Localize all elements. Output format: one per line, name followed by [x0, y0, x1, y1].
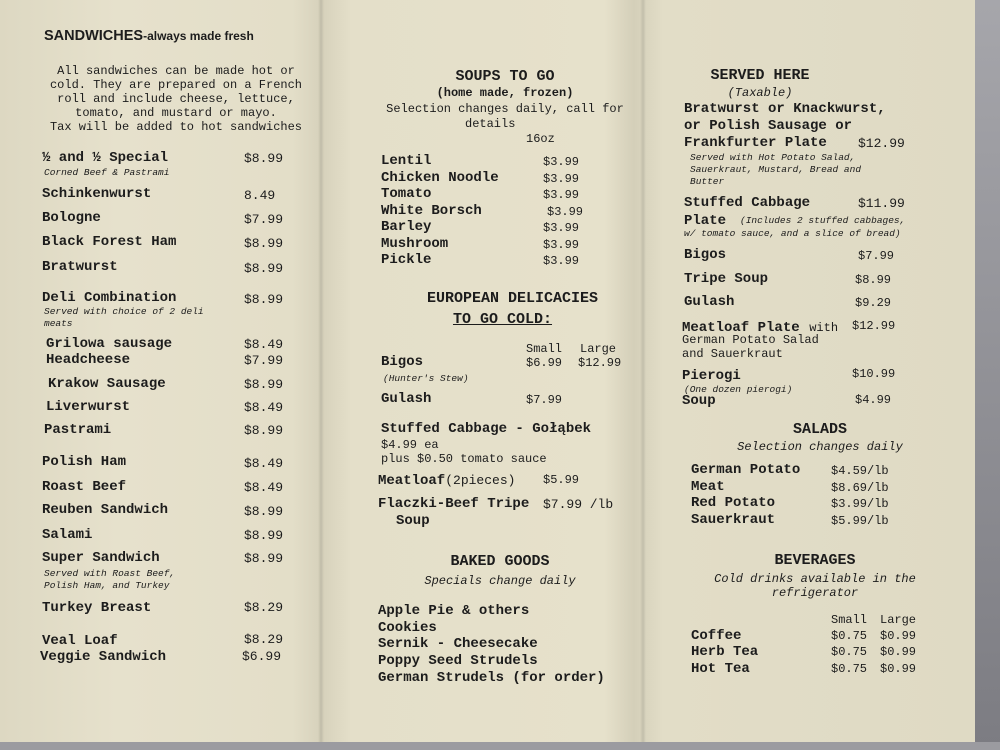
served-item-name: Frankfurter Plate: [684, 135, 827, 151]
served-item-note: (One dozen pierogi): [684, 384, 793, 395]
soup-price: $3.99: [543, 172, 580, 186]
sandwiches-desc-line: cold. They are prepared on a French: [49, 78, 303, 92]
sandwich-name: Veal Loaf: [42, 633, 118, 649]
background-edge: [975, 0, 1000, 750]
served-item-detail: German Potato Salad: [682, 333, 819, 347]
sandwich-name: Pastrami: [44, 422, 112, 438]
salad-price: $5.99/lb: [831, 514, 889, 528]
sandwich-name: Salami: [42, 527, 93, 543]
sandwiches-title: SANDWICHES: [44, 28, 144, 44]
sandwich-price: $8.49: [244, 400, 284, 415]
european-item-name-cont: Soup: [396, 513, 430, 529]
served-item-name: Gulash: [684, 294, 735, 310]
european-item-detail: $4.99 ea: [381, 438, 439, 452]
beverage-price-large: $0.99: [880, 645, 917, 659]
served-title: SERVED HERE: [710, 67, 810, 84]
sandwich-price: $8.29: [244, 600, 284, 615]
salad-price: $4.59/lb: [831, 464, 889, 478]
served-item-price: $4.99: [855, 393, 892, 407]
sandwiches-desc-line: All sandwiches can be made hot or: [57, 64, 295, 78]
sandwich-name: Polish Ham: [42, 454, 127, 470]
served-item-name: Pierogi: [682, 368, 741, 384]
soups-description: details: [465, 117, 516, 131]
beverages-title: BEVERAGES: [774, 552, 856, 569]
soup-name: Barley: [381, 219, 432, 235]
salad-name: German Potato: [691, 462, 801, 478]
european-price-small: $7.99 /lb: [543, 497, 614, 512]
european-title-text: TO GO COLD:: [452, 311, 553, 328]
soup-price: $3.99: [543, 155, 580, 169]
served-item-name: or Polish Sausage or: [684, 118, 853, 134]
served-item-name: Bigos: [684, 247, 727, 263]
sandwich-price: $8.99: [244, 151, 284, 166]
sandwiches-desc-line: roll and include cheese, lettuce,: [57, 92, 295, 106]
served-item-name: Bratwurst or Knackwurst,: [684, 101, 886, 117]
served-item-name: Plate: [684, 213, 727, 229]
served-item-name: Meatloaf Plate: [682, 320, 800, 336]
beverages-subtitle: Cold drinks available in the: [714, 572, 916, 586]
soup-name: White Borsch: [381, 203, 482, 219]
sandwich-name: ½ and ½ Special: [42, 150, 169, 166]
served-item-note: Butter: [690, 176, 725, 187]
european-item-name: Bigos: [381, 354, 424, 370]
european-title-cold: [380, 311, 625, 328]
european-item-name: Meatloaf: [378, 473, 446, 489]
european-item-name: Stuffed Cabbage - Gołąbek: [381, 421, 592, 437]
served-item-name: Soup: [682, 393, 716, 409]
baked-title: BAKED GOODS: [450, 553, 550, 570]
sandwich-name: Turkey Breast: [42, 600, 152, 616]
salad-price: $8.69/lb: [831, 481, 889, 495]
european-item-qty: (2pieces): [445, 473, 516, 488]
soup-name: Lentil: [381, 153, 432, 169]
beverage-name: Coffee: [691, 628, 742, 644]
served-item-note: Served with Hot Potato Salad,: [690, 152, 856, 163]
soup-price: $3.99: [543, 221, 580, 235]
served-item-price: $10.99: [852, 367, 896, 381]
european-price-small: $5.99: [543, 473, 580, 487]
served-item-price: $9.29: [855, 296, 892, 310]
baked-item: Poppy Seed Strudels: [378, 653, 538, 669]
sandwich-price: $8.99: [244, 423, 284, 438]
european-meatloaf: [378, 471, 515, 489]
baked-subtitle: Specials change daily: [424, 574, 576, 588]
sandwich-price: $8.99: [244, 528, 284, 543]
sandwich-price: $8.99: [244, 236, 284, 251]
served-item-name: Stuffed Cabbage: [684, 195, 811, 211]
served-item-price: $12.99: [858, 136, 905, 151]
served-item-detail: and Sauerkraut: [682, 347, 783, 361]
sandwiches-subtitle: -always made fresh: [143, 29, 254, 43]
soup-price: $3.99: [543, 188, 580, 202]
beverage-price-large: $0.99: [880, 662, 917, 676]
served-item-price: $8.99: [855, 273, 892, 287]
sandwich-note: Served with Roast Beef,: [44, 568, 176, 579]
baked-item: Sernik - Cheesecake: [378, 636, 538, 652]
sandwich-price: $8.49: [244, 480, 284, 495]
sandwich-name: Reuben Sandwich: [42, 502, 169, 518]
beverages-col-large: Large: [880, 613, 917, 627]
sandwich-note: meats: [44, 318, 73, 329]
european-col-small: Small: [526, 342, 563, 356]
salad-name: Meat: [691, 479, 725, 495]
beverage-price-small: $0.75: [831, 662, 868, 676]
sandwich-price: $8.99: [244, 261, 284, 276]
soup-name: Tomato: [381, 186, 432, 202]
sandwiches-desc-line: Tax will be added to hot sandwiches: [49, 120, 303, 134]
salad-name: Sauerkraut: [691, 512, 776, 528]
european-price-small: $7.99: [526, 393, 563, 407]
soups-title: SOUPS TO GO: [455, 68, 555, 85]
soup-name: Mushroom: [381, 236, 449, 252]
european-price-small: $6.99: [526, 356, 563, 370]
sandwich-name: Roast Beef: [42, 479, 127, 495]
sandwich-price: $8.99: [244, 292, 284, 307]
sandwich-name: Liverwurst: [46, 399, 131, 415]
sandwich-price: 8.49: [244, 188, 276, 203]
soup-price: $3.99: [543, 238, 580, 252]
sandwich-name: Super Sandwich: [42, 550, 160, 566]
sandwich-price: $8.29: [244, 632, 284, 647]
salad-name: Red Potato: [691, 495, 776, 511]
sandwich-name: Bologne: [42, 210, 101, 226]
soups-subtitle: (home made, frozen): [436, 86, 574, 100]
sandwich-note: Polish Ham, and Turkey: [44, 580, 170, 591]
sandwich-name: Schinkenwurst: [42, 186, 152, 202]
soup-price: $3.99: [543, 254, 580, 268]
served-item-price: $7.99: [858, 249, 895, 263]
salads-subtitle: Selection changes daily: [737, 440, 903, 454]
background-bottom: [0, 742, 1000, 750]
sandwich-price: $8.99: [244, 377, 284, 392]
sandwich-name: Headcheese: [46, 352, 131, 368]
served-item-price: $12.99: [852, 319, 896, 333]
served-item-note: Sauerkraut, Mustard, Bread and: [690, 164, 862, 175]
european-item-detail: plus $0.50 tomato sauce: [381, 452, 547, 466]
baked-item: Apple Pie & others: [378, 603, 530, 619]
soups-size: 16oz: [526, 132, 555, 146]
sandwich-name: Veggie Sandwich: [40, 649, 167, 665]
european-title: EUROPEAN DELICACIES: [426, 290, 599, 307]
sandwich-price: $8.49: [244, 337, 284, 352]
sandwich-name: Bratwurst: [42, 259, 118, 275]
sandwich-name: Krakow Sausage: [48, 376, 166, 392]
served-item-note: w/ tomato sauce, and a slice of bread): [684, 228, 901, 239]
sandwich-price: $8.99: [244, 504, 284, 519]
european-item-note: (Hunter's Stew): [383, 373, 469, 384]
served-item-with: with: [809, 321, 839, 335]
soup-name: Pickle: [381, 252, 432, 268]
sandwich-price: $7.99: [244, 212, 284, 227]
served-item-note: (Includes 2 stuffed cabbages,: [740, 215, 906, 226]
european-item-name: Flaczki-Beef Tripe: [378, 496, 530, 512]
fold-line-right: [640, 0, 646, 742]
soup-name: Chicken Noodle: [381, 170, 499, 186]
sandwich-note: Served with choice of 2 deli: [44, 306, 204, 317]
beverage-name: Herb Tea: [691, 644, 759, 660]
baked-item: Cookies: [378, 620, 437, 636]
soup-price: $3.99: [547, 205, 584, 219]
european-price-large: $12.99: [578, 356, 622, 370]
sandwich-price: $8.49: [244, 456, 284, 471]
served-taxable: (Taxable): [727, 86, 793, 100]
baked-item: German Strudels (for order): [378, 670, 605, 686]
soups-description: Selection changes daily, call for: [386, 102, 624, 116]
sandwiches-desc-line: tomato, and mustard or mayo.: [75, 106, 277, 120]
sandwich-name: Grilowa sausage: [46, 336, 173, 352]
sandwiches-description: [36, 64, 316, 134]
fold-line-left: [318, 0, 324, 742]
salad-price: $3.99/lb: [831, 497, 889, 511]
european-col-large: Large: [580, 342, 617, 356]
european-item-name: Gulash: [381, 391, 432, 407]
served-item-price: $11.99: [858, 196, 905, 211]
beverage-price-small: $0.75: [831, 629, 868, 643]
sandwich-name: Deli Combination: [42, 290, 177, 306]
salads-title: SALADS: [792, 421, 847, 438]
sandwich-name: Black Forest Ham: [42, 234, 177, 250]
beverage-name: Hot Tea: [691, 661, 750, 677]
sandwich-price: $6.99: [242, 649, 282, 664]
beverage-price-large: $0.99: [880, 629, 917, 643]
sandwich-price: $7.99: [244, 353, 284, 368]
sandwiches-heading: [44, 28, 254, 44]
beverages-col-small: Small: [831, 613, 868, 627]
sandwich-price: $8.99: [244, 551, 284, 566]
served-item-name: Tripe Soup: [684, 271, 769, 287]
beverages-subtitle: refrigerator: [771, 586, 859, 600]
sandwich-note: Corned Beef & Pastrami: [44, 167, 170, 178]
beverage-price-small: $0.75: [831, 645, 868, 659]
